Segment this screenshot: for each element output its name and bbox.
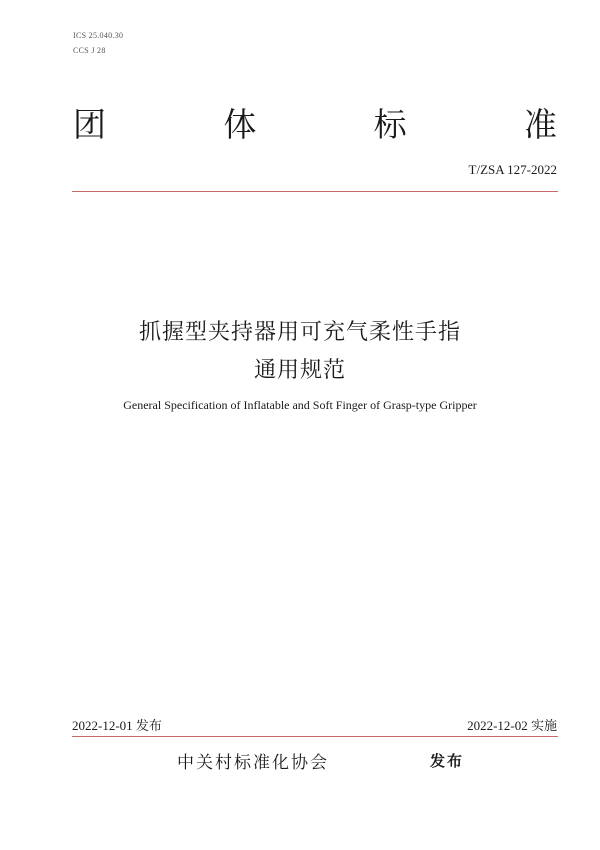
standard-type-char: 团 <box>73 105 106 144</box>
publish-label: 发布 <box>430 752 465 770</box>
issue-date: 2022-12-01 发布 <box>72 718 162 733</box>
standard-type-heading <box>73 100 557 150</box>
standard-type-char: 体 <box>223 105 257 144</box>
standard-number: T/ZSA 127-2022 <box>468 162 557 177</box>
standard-type-char: 标 <box>373 105 407 144</box>
standard-type-char: 准 <box>523 105 557 144</box>
ccs-code: CCS J 28 <box>73 46 106 55</box>
title-english: General Specification of Inflatable and Soft Finger of Grasp-type Gripper <box>123 398 477 412</box>
ics-code: ICS 25.040.30 <box>73 31 124 40</box>
bottom-divider <box>72 736 558 737</box>
title-chinese-line-2: 通用规范 <box>253 358 346 383</box>
top-divider <box>72 191 558 192</box>
publisher-name: 中关村标准化协会 <box>177 753 329 773</box>
implementation-date: 2022-12-02 实施 <box>467 718 557 733</box>
title-chinese-line-1: 抓握型夹持器用可充气柔性手指 <box>138 320 461 345</box>
